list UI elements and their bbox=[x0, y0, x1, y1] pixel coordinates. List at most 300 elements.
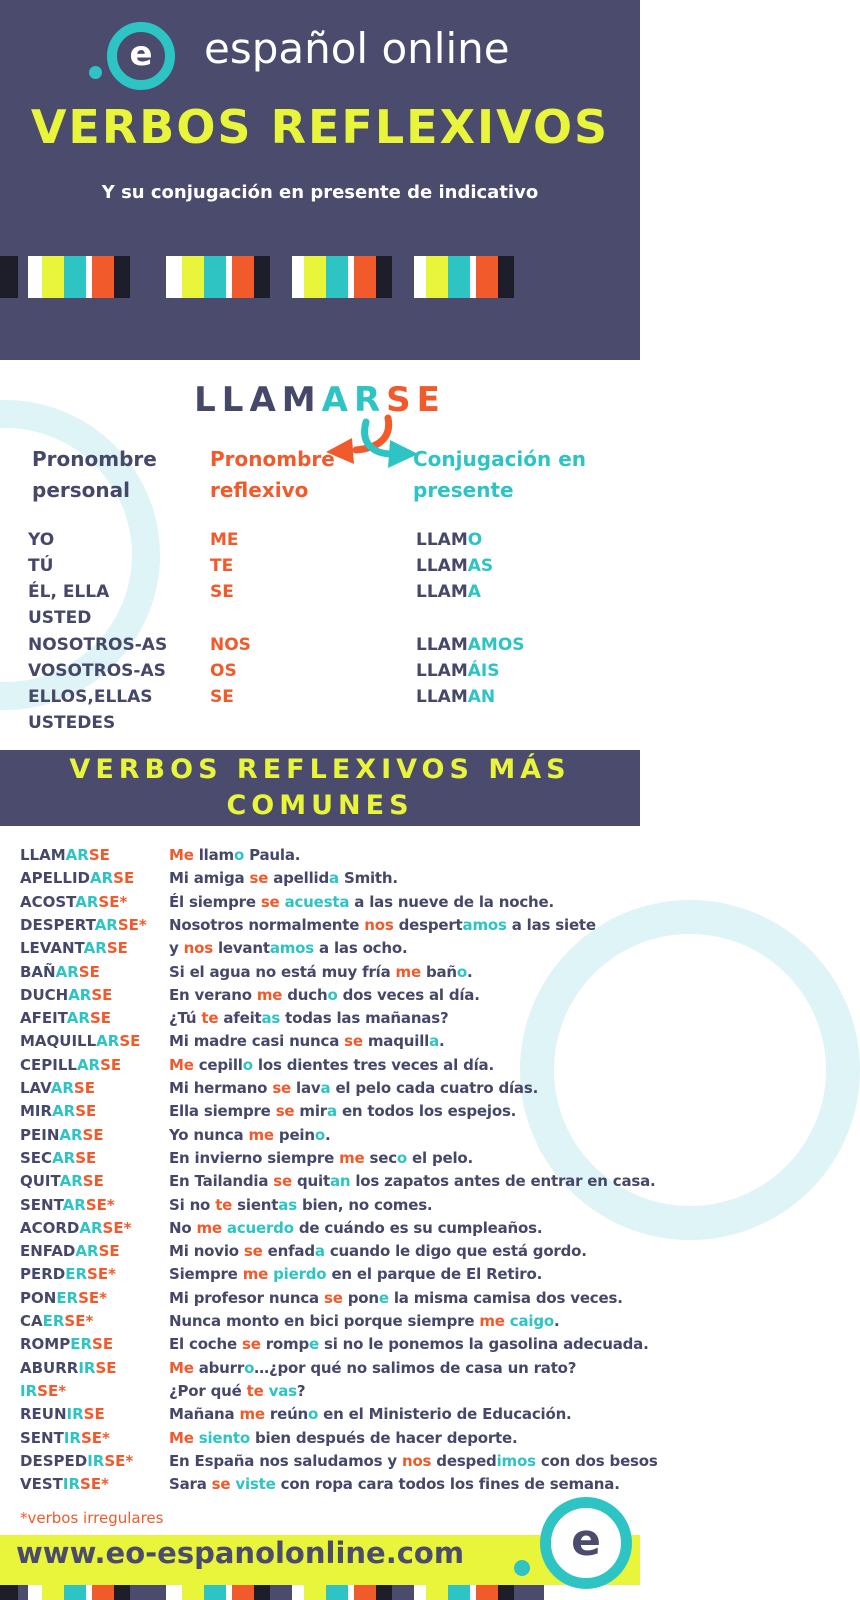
section-title: VERBOS REFLEXIVOS MÁS COMUNES bbox=[69, 754, 571, 821]
verb-part: DESPERT bbox=[20, 915, 95, 934]
sentence-part: se bbox=[249, 869, 269, 888]
sentence-part: bien después de hacer deporte. bbox=[249, 1428, 518, 1447]
sentence-part: me bbox=[256, 985, 283, 1004]
sentence-part: apellid bbox=[268, 869, 329, 888]
stripe bbox=[232, 256, 254, 298]
stripe bbox=[270, 1585, 292, 1600]
verb-part: AR bbox=[52, 1102, 76, 1121]
sentence-part: a bbox=[326, 1102, 337, 1121]
verb-part: IR bbox=[66, 1405, 84, 1424]
verb-part: PEIN bbox=[20, 1125, 60, 1144]
verb-infinitive bbox=[20, 1007, 111, 1030]
verb-part: VEST bbox=[20, 1475, 63, 1494]
personal-pronoun: VOSOTROS-AS bbox=[28, 661, 166, 681]
verb-part: IR bbox=[87, 1451, 105, 1470]
verb-infinitive bbox=[20, 937, 128, 960]
sentence-part: ¿Tú bbox=[169, 1009, 202, 1028]
example-sentence bbox=[169, 844, 300, 867]
sentence-part: se bbox=[211, 1475, 231, 1494]
sentence-part: la misma camisa dos veces. bbox=[388, 1288, 623, 1307]
stripe bbox=[64, 1585, 86, 1600]
sentence-part: o bbox=[327, 985, 338, 1004]
verb-part: SE bbox=[73, 1079, 95, 1097]
stripe bbox=[114, 256, 130, 298]
sentence-part: maquill bbox=[362, 1032, 430, 1051]
sentence-part: o bbox=[456, 962, 468, 981]
sentence-part: me bbox=[395, 962, 421, 981]
sentence-part: despert bbox=[393, 915, 463, 934]
example-sentence bbox=[169, 1217, 542, 1240]
sentence-part: El coche bbox=[169, 1335, 242, 1354]
verb-infinitive bbox=[20, 1240, 120, 1263]
sentence-part: . bbox=[553, 1312, 560, 1330]
arrows-icon bbox=[326, 414, 418, 476]
sentence-part: lav bbox=[291, 1079, 321, 1097]
verb-part: SE bbox=[95, 1358, 117, 1377]
verb-part: CEPILL bbox=[20, 1055, 77, 1074]
sentence-part: a bbox=[320, 1079, 331, 1097]
sentence-part: nos bbox=[364, 915, 394, 934]
sentence-part: a bbox=[314, 1242, 325, 1261]
verb-part: SE bbox=[119, 1032, 141, 1051]
verb-part: AR bbox=[55, 962, 79, 981]
verb-part: SENT bbox=[20, 1428, 64, 1447]
verb-part: AR bbox=[66, 1009, 90, 1028]
verb-part: AR bbox=[94, 915, 118, 934]
sentence-part: Me bbox=[169, 846, 194, 864]
verb-ending: AR bbox=[321, 380, 387, 420]
sentence-part: a las ocho. bbox=[314, 939, 408, 958]
stripe bbox=[326, 1585, 348, 1600]
footnote: *verbos irregulares bbox=[20, 1509, 164, 1527]
conjugation-stem: LLAM bbox=[416, 582, 468, 602]
example-sentence bbox=[169, 1124, 330, 1147]
verb-part: BAÑ bbox=[20, 962, 56, 981]
conjugated-form bbox=[416, 684, 495, 710]
verb-part: ROMP bbox=[20, 1335, 71, 1354]
verb-part: AR bbox=[50, 1079, 74, 1097]
sentence-part: . bbox=[324, 1125, 331, 1144]
sentence-part: a las siete bbox=[506, 915, 596, 934]
sentence-part: Nosotros normalmente bbox=[169, 915, 365, 934]
sentence-part: En Tailandia bbox=[169, 1172, 274, 1191]
verb-part: AR bbox=[62, 1195, 86, 1214]
stripe bbox=[204, 256, 226, 298]
verb-stem: LLAM bbox=[194, 380, 322, 420]
verb-part: LEVANT bbox=[20, 939, 84, 958]
footer-logo-icon: e bbox=[540, 1497, 632, 1589]
verb-infinitive bbox=[20, 1357, 117, 1380]
verb-part: AFEIT bbox=[20, 1009, 67, 1028]
sentence-part: Sara bbox=[169, 1475, 212, 1494]
stripe bbox=[514, 1585, 544, 1600]
stripe bbox=[354, 1585, 376, 1600]
conjugation-stem: LLAM bbox=[416, 687, 468, 707]
verb-reflexive: SE bbox=[386, 380, 446, 420]
sentence-part: se bbox=[243, 1242, 263, 1261]
verb-part: IR bbox=[78, 1358, 96, 1377]
verb-infinitive bbox=[20, 1217, 131, 1240]
stripe bbox=[92, 256, 114, 298]
example-sentence bbox=[169, 1194, 432, 1217]
sentence-part: se bbox=[260, 892, 280, 911]
sentence-part: imos bbox=[496, 1451, 536, 1470]
verb-part: SE bbox=[83, 1405, 105, 1424]
sentence-part: Mi amiga bbox=[169, 869, 250, 888]
verb-part: AR bbox=[52, 1148, 76, 1167]
personal-pronoun-line2: USTED bbox=[28, 608, 92, 628]
sentence-part: en el Ministerio de Educación. bbox=[318, 1405, 572, 1424]
stripe bbox=[304, 1585, 326, 1600]
conjugation-stem: LLAM bbox=[416, 661, 468, 681]
stripe bbox=[28, 256, 42, 298]
verb-part: SENT bbox=[20, 1195, 63, 1214]
sentence-part: afeit bbox=[218, 1009, 262, 1028]
sentence-part: bien, no comes. bbox=[296, 1195, 433, 1214]
sentence-part: En invierno siempre bbox=[169, 1148, 340, 1167]
sentence-part: Mi hermano bbox=[169, 1079, 273, 1097]
sentence-part: me bbox=[239, 1405, 265, 1424]
sentence-part: viste bbox=[235, 1475, 276, 1494]
sentence-part: as bbox=[278, 1195, 297, 1214]
sentence-part: Él siempre bbox=[169, 892, 261, 911]
sentence-part: me bbox=[479, 1312, 505, 1330]
stripe bbox=[326, 256, 348, 298]
verb-infinitive bbox=[20, 891, 127, 914]
sentence-part: Si no bbox=[169, 1195, 216, 1214]
conjugation-ending: AMOS bbox=[467, 635, 525, 655]
sentence-part: Me bbox=[169, 1358, 194, 1377]
stripe bbox=[182, 256, 204, 298]
personal-pronoun-line2: USTEDES bbox=[28, 713, 116, 733]
sentence-part: los dientes tres veces al día. bbox=[252, 1055, 494, 1074]
verb-part: SE bbox=[75, 1102, 97, 1121]
example-sentence bbox=[169, 1310, 559, 1333]
verb-part: SE bbox=[89, 1009, 111, 1028]
sentence-part: enfad bbox=[262, 1242, 315, 1261]
example-sentence bbox=[169, 961, 473, 984]
example-sentence bbox=[169, 1147, 473, 1170]
conjugation-ending: ÁIS bbox=[467, 661, 500, 681]
verb-part: CA bbox=[20, 1312, 43, 1330]
stripe bbox=[254, 256, 270, 298]
example-sentence bbox=[169, 1170, 656, 1193]
sentence-part: o bbox=[242, 1055, 253, 1074]
sentence-part: te bbox=[201, 1009, 219, 1028]
sentence-part: a bbox=[329, 869, 339, 888]
sentence-part: llam bbox=[193, 846, 234, 864]
sentence-part: Ella siempre bbox=[169, 1102, 276, 1121]
stripe bbox=[166, 256, 182, 298]
stripe bbox=[18, 1585, 28, 1600]
verb-infinitive bbox=[20, 1030, 140, 1053]
reflexive-pronoun: TE bbox=[210, 556, 234, 576]
sentence-part: a las nueve de la noche. bbox=[349, 892, 554, 911]
stripe bbox=[254, 1585, 270, 1600]
sentence-part: Yo nunca bbox=[169, 1125, 249, 1144]
sentence-part: el pelo cada cuatro días. bbox=[330, 1079, 539, 1097]
conjugated-form bbox=[416, 658, 499, 684]
verb-part: AR bbox=[75, 1242, 99, 1261]
example-sentence bbox=[169, 1240, 587, 1263]
sentence-part: amos bbox=[269, 939, 314, 958]
verb-part: LLAM bbox=[20, 846, 66, 864]
verb-part: ACORD bbox=[20, 1218, 80, 1237]
example-sentence bbox=[169, 914, 596, 937]
sentence-part: Mi madre casi nunca bbox=[169, 1032, 345, 1051]
verb-infinitive bbox=[20, 1403, 105, 1426]
sentence-part: En verano bbox=[169, 985, 257, 1004]
sentence-part: todas las mañanas? bbox=[280, 1009, 449, 1028]
sentence-part: o bbox=[396, 1148, 408, 1167]
verb-part: SE bbox=[82, 1172, 104, 1191]
stripe bbox=[448, 1585, 470, 1600]
verb-part: SE bbox=[78, 962, 100, 981]
stripe bbox=[498, 1585, 514, 1600]
verb-part: SE bbox=[75, 1148, 97, 1167]
sentence-part: y bbox=[169, 939, 184, 958]
verb-part: AR bbox=[79, 1218, 103, 1237]
verb-infinitive bbox=[20, 1147, 96, 1170]
sentence-part: mir bbox=[294, 1102, 327, 1121]
sentence-part: romp bbox=[260, 1335, 309, 1354]
verb-part: SE bbox=[92, 1335, 114, 1354]
stripe bbox=[376, 256, 392, 298]
example-sentence bbox=[169, 891, 554, 914]
reflexive-pronoun: OS bbox=[210, 661, 237, 681]
sentence-part: Nunca monto en bici porque siempre bbox=[169, 1312, 480, 1330]
sentence-part: Mañana bbox=[169, 1405, 240, 1424]
verb-infinitive bbox=[20, 1124, 104, 1147]
example-sentence bbox=[169, 1450, 658, 1473]
sentence-part: en el parque de El Retiro. bbox=[326, 1265, 543, 1284]
conjugation-ending: AS bbox=[467, 556, 494, 576]
conjugation-ending: AN bbox=[467, 687, 496, 707]
sentence-part: se bbox=[323, 1288, 343, 1307]
sentence-part: se bbox=[272, 1079, 292, 1097]
verb-part: AR bbox=[59, 1125, 83, 1144]
verb-part: AR bbox=[68, 985, 92, 1004]
verb-part: SE* bbox=[87, 1265, 116, 1284]
verb-part: AR bbox=[65, 846, 89, 864]
sentence-part: o bbox=[233, 846, 245, 864]
sentence-part: con ropa cara todos los fines de semana. bbox=[275, 1475, 620, 1494]
verb-part: AR bbox=[90, 869, 114, 888]
conjugated-form bbox=[416, 553, 493, 579]
stripe bbox=[354, 256, 376, 298]
sentence-part: se bbox=[344, 1032, 363, 1051]
stripe bbox=[292, 1585, 304, 1600]
stripe bbox=[426, 256, 448, 298]
sentence-part: Siempre bbox=[169, 1265, 243, 1284]
sentence-part: Smith. bbox=[338, 869, 398, 888]
personal-pronoun: NOSOTROS-AS bbox=[28, 635, 168, 655]
sentence-part: si no le ponemos la gasolina adecuada. bbox=[318, 1335, 649, 1354]
stripe bbox=[304, 256, 326, 298]
sentence-part: Mi profesor nunca bbox=[169, 1288, 324, 1307]
stripe bbox=[0, 256, 18, 298]
verb-part: SE bbox=[100, 1055, 122, 1074]
sentence-part: No bbox=[169, 1218, 197, 1237]
verb-infinitive bbox=[20, 1473, 109, 1496]
verb-infinitive bbox=[20, 1054, 121, 1077]
stripe bbox=[498, 256, 514, 298]
verb-part: PERD bbox=[20, 1265, 66, 1284]
example-sentence bbox=[169, 1263, 542, 1286]
stripe bbox=[414, 256, 426, 298]
reflexive-pronoun: SE bbox=[210, 687, 234, 707]
example-sentence bbox=[169, 984, 480, 1007]
sentence-part: pein bbox=[273, 1125, 315, 1144]
conjugation-stem: LLAM bbox=[416, 556, 468, 576]
stripe bbox=[414, 1585, 426, 1600]
stripe bbox=[114, 1585, 130, 1600]
verb-infinitive bbox=[20, 1194, 115, 1217]
verb-part: SE* bbox=[80, 1428, 110, 1447]
verb-part: SE* bbox=[78, 1288, 108, 1307]
sentence-part: se bbox=[273, 1172, 292, 1191]
verb-part: DESPED bbox=[20, 1451, 88, 1470]
logo-dot bbox=[89, 66, 102, 79]
sentence-part: se bbox=[275, 1102, 295, 1121]
conjugation-ending: O bbox=[467, 530, 483, 550]
sentence-part: acuerdo bbox=[226, 1218, 294, 1237]
column-header-personal: Pronombre personal bbox=[32, 447, 157, 502]
reflexive-pronoun: NOS bbox=[210, 635, 251, 655]
personal-pronoun: ÉL, ELLA USTED bbox=[28, 579, 109, 631]
conjugation-ending: A bbox=[467, 582, 481, 602]
stripe bbox=[448, 256, 470, 298]
stripe bbox=[476, 256, 498, 298]
sentence-part: e bbox=[378, 1288, 389, 1307]
sentence-part: levant bbox=[212, 939, 270, 958]
sentence-part: Me bbox=[169, 1055, 194, 1074]
example-sentence bbox=[169, 1333, 649, 1356]
example-sentence bbox=[169, 1007, 448, 1030]
verb-infinitive bbox=[20, 867, 134, 890]
stripe bbox=[476, 1585, 498, 1600]
page-subtitle: Y su conjugación en presente de indicativo bbox=[101, 182, 539, 203]
stripe bbox=[130, 1585, 166, 1600]
verb-part: ACOST bbox=[20, 892, 76, 911]
sentence-part: desped bbox=[431, 1451, 497, 1470]
conjugation-stem: LLAM bbox=[416, 635, 468, 655]
sentence-part: duch bbox=[282, 985, 328, 1004]
logo-icon: e bbox=[107, 22, 175, 90]
verb-infinitive bbox=[20, 914, 147, 937]
stripe bbox=[392, 256, 414, 298]
sentence-part: el pelo. bbox=[407, 1148, 474, 1167]
example-sentence bbox=[169, 1357, 576, 1380]
decorative-stripes-bottom bbox=[0, 1585, 640, 1600]
sentence-part: acuesta bbox=[284, 892, 350, 911]
verb-part: AR bbox=[96, 1032, 120, 1051]
stripe bbox=[130, 256, 166, 298]
sentence-part: quit bbox=[291, 1172, 330, 1191]
verb-part: IR bbox=[63, 1428, 81, 1447]
stripe bbox=[204, 1585, 226, 1600]
example-sentence bbox=[169, 1077, 538, 1100]
sentence-part: …¿por qué no salimos de casa un rato? bbox=[254, 1358, 577, 1377]
sentence-part: e bbox=[308, 1335, 319, 1354]
verb-part: SE bbox=[82, 1125, 104, 1144]
verb-part: PON bbox=[20, 1288, 57, 1307]
conjugated-form bbox=[416, 632, 525, 658]
verb-part: SE* bbox=[80, 1475, 109, 1494]
example-sentence bbox=[169, 1403, 572, 1426]
sentence-part: de cuándo es su cumpleaños. bbox=[293, 1218, 543, 1237]
reflexive-pronoun: ME bbox=[210, 530, 239, 550]
sentence-part: cepill bbox=[193, 1055, 243, 1074]
stripe bbox=[0, 1585, 18, 1600]
verb-infinitive bbox=[20, 961, 100, 984]
example-sentence bbox=[169, 1287, 623, 1310]
sentence-part: siento bbox=[198, 1428, 250, 1447]
sentence-part: . bbox=[467, 962, 473, 981]
sentence-part: Me bbox=[169, 1428, 194, 1447]
verb-part: SE* bbox=[64, 1312, 94, 1330]
verb-part: SE* bbox=[117, 915, 147, 934]
example-sentence bbox=[169, 1427, 518, 1450]
verb-title bbox=[0, 380, 640, 420]
verb-part: ER bbox=[42, 1312, 65, 1330]
sentence-part: reún bbox=[264, 1405, 309, 1424]
stripe bbox=[42, 1585, 64, 1600]
website-link[interactable]: www.eo-espanolonline.com bbox=[16, 1536, 465, 1570]
verb-infinitive bbox=[20, 1287, 107, 1310]
sentence-part: ¿Por qué bbox=[169, 1381, 247, 1400]
column-header-conjugation: Conjugación en presente bbox=[413, 447, 587, 502]
verb-infinitive bbox=[20, 1310, 93, 1333]
sentence-part: me bbox=[196, 1218, 222, 1237]
stripe bbox=[182, 1585, 204, 1600]
verb-part: APELLID bbox=[20, 869, 90, 888]
decorative-stripes bbox=[0, 256, 640, 298]
verb-infinitive bbox=[20, 1100, 96, 1123]
example-sentence bbox=[169, 867, 398, 890]
stripe bbox=[28, 1585, 42, 1600]
verb-infinitive bbox=[20, 1380, 66, 1403]
verb-infinitive bbox=[20, 1333, 113, 1356]
sentence-part: me bbox=[242, 1265, 269, 1284]
stripe bbox=[232, 1585, 254, 1600]
sentence-part: pon bbox=[342, 1288, 379, 1307]
verb-part: ENFAD bbox=[20, 1242, 76, 1261]
sentence-part: pierdo bbox=[273, 1265, 327, 1284]
verb-part: SE bbox=[106, 939, 128, 958]
sentence-part: dos veces al día. bbox=[337, 985, 480, 1004]
verb-part: SE* bbox=[37, 1381, 67, 1400]
sentence-part: bañ bbox=[420, 962, 457, 981]
sentence-part: Mi novio bbox=[169, 1242, 244, 1261]
sentence-part: en todos los espejos. bbox=[336, 1102, 517, 1121]
sentence-part: Si el agua no está muy fría bbox=[169, 962, 396, 981]
verb-part: QUIT bbox=[20, 1172, 60, 1191]
stripe bbox=[166, 1585, 182, 1600]
sentence-part: nos bbox=[401, 1451, 432, 1470]
brand-name: español online bbox=[204, 24, 510, 73]
stripe bbox=[64, 256, 86, 298]
stripe bbox=[92, 1585, 114, 1600]
sentence-part: caigo bbox=[509, 1312, 554, 1330]
sentence-part: o bbox=[308, 1405, 319, 1424]
verb-part: MIR bbox=[20, 1102, 53, 1121]
verb-part: SE bbox=[98, 1242, 120, 1261]
stripe bbox=[270, 256, 292, 298]
verb-part: ER bbox=[56, 1288, 79, 1307]
verb-part: SEC bbox=[20, 1148, 53, 1167]
verb-part: SE bbox=[88, 846, 110, 864]
